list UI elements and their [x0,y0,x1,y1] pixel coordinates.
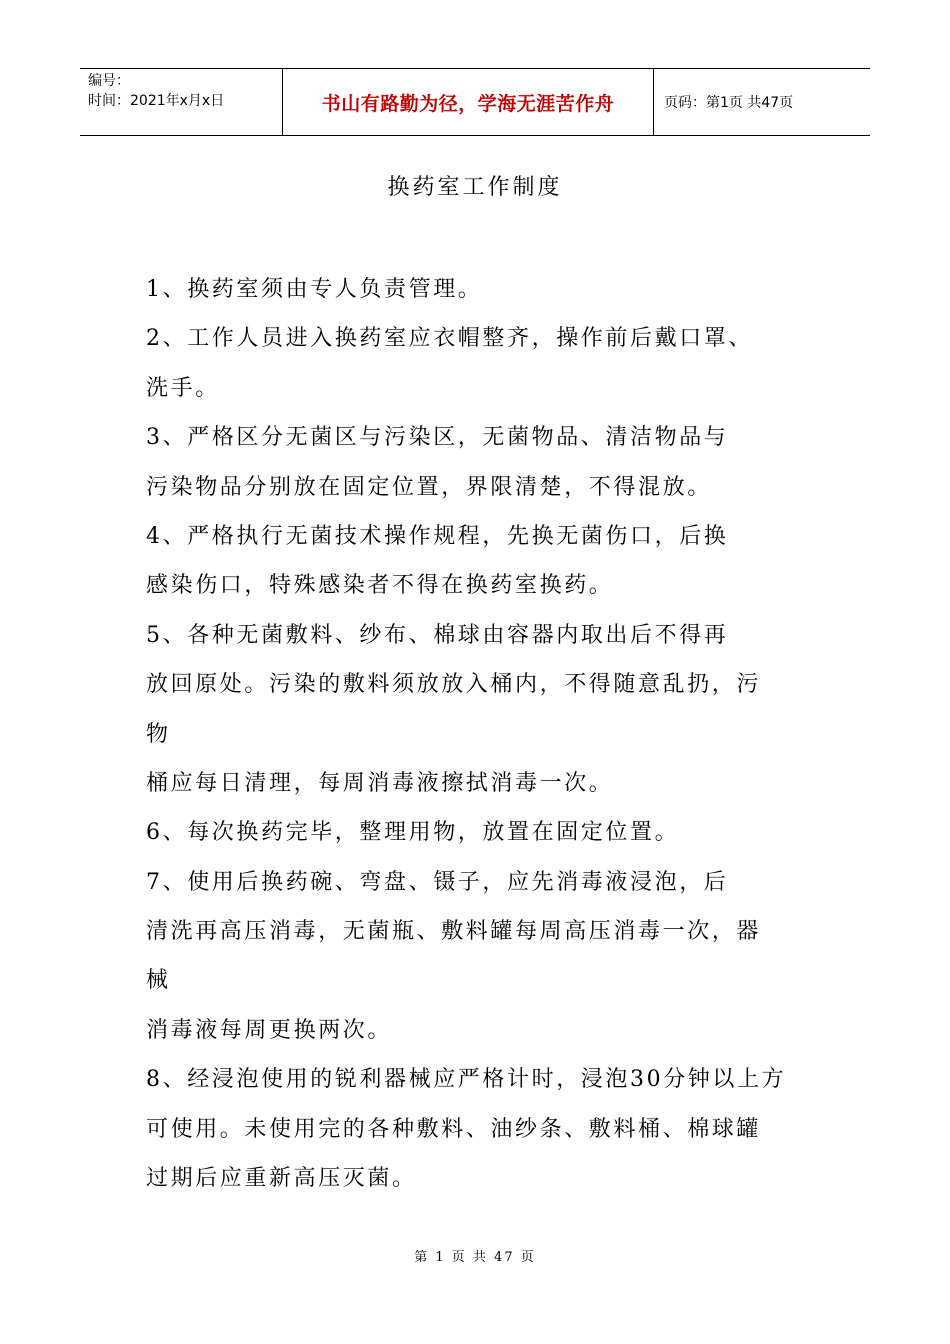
body-text-line: 污染物品分别放在固定位置，界限清楚，不得混放。 [146,474,712,500]
body-text-line: 5、各种无菌敷料、纱布、棉球由容器内取出后不得再 [146,622,729,648]
page-header [80,68,870,136]
body-text-line: 清洗再高压消毒，无菌瓶、敷料罐每周高压消毒一次，器 [146,919,762,945]
body-text-line: 消毒液每周更换两次。 [146,1017,393,1043]
body-text-line: 械 [146,968,171,994]
header-motto-cell [282,69,654,135]
body-text-line: 洗手。 [146,375,220,401]
document-body [146,265,816,1203]
body-text-line: 7、使用后换药碗、弯盘、镊子，应先消毒液浸泡，后 [146,869,729,895]
body-text-line: 4、严格执行无菌技术操作规程，先换无菌伤口，后换 [146,523,729,549]
document-title: 换药室工作制度 [387,175,563,200]
body-text-line: 1、换药室须由专人负责管理。 [146,277,483,302]
body-text-line: 8、经浸泡使用的锐利器械应严格计时，浸泡30分钟以上方 [146,1067,787,1093]
body-text-line: 2、工作人员进入换药室应衣帽整齐，操作前后戴口罩、 [146,326,753,352]
body-text-line: 6、每次换药完毕，整理用物，放置在固定位置。 [146,820,680,846]
body-text-line: 物 [146,721,171,747]
body-text-line: 放回原处。污染的敷料须放放入桶内，不得随意乱扔，污 [146,672,762,698]
body-text-line: 过期后应重新高压灭菌。 [146,1166,417,1192]
page-footer: 第 1 页 共 47 页 [414,1250,536,1265]
body-text-line: 可使用。未使用完的各种敷料、油纱条、敷料桶、棉球罐 [146,1116,762,1142]
header-motto: 书山有路勤为径，学海无涯苦作舟 [321,92,615,115]
document-number-label: 编号： [88,73,130,89]
body-text-line: 感染伤口，特殊感染者不得在换药室换药。 [146,573,614,599]
body-text-line: 3、严格区分无菌区与污染区，无菌物品、清洁物品与 [146,425,729,451]
header-meta-cell [80,69,282,135]
body-text-line: 桶应每日清理，每周消毒液擦拭消毒一次。 [146,770,614,796]
header-page-cell [654,69,870,135]
header-page-info: 页码：第1页 共47页 [664,95,794,111]
document-date-label: 时间：2021年x月x日 [88,93,225,109]
